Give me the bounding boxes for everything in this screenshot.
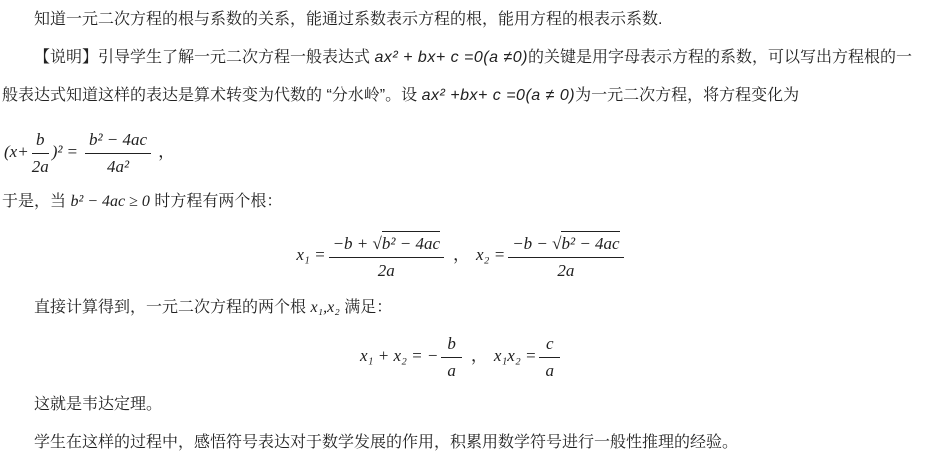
condition-text-1: 于是，当	[2, 193, 71, 211]
numerator	[508, 230, 623, 258]
fraction-root2	[508, 230, 623, 282]
radical-sign: √	[372, 234, 382, 254]
fraction-c-over-a	[539, 332, 560, 382]
paragraph-condition	[2, 183, 921, 221]
equation-completed-square	[2, 128, 921, 178]
equation-vieta-relations	[2, 332, 921, 382]
denominator: 2a	[377, 261, 395, 281]
summary-text: 学生在这样的过程中，感悟符号表达对于数学发展的作用，积累用数学符号进行一般性推理的经验。	[34, 433, 739, 451]
trailing-comma: ，	[158, 142, 176, 161]
fraction-discriminant-over-4a2	[85, 128, 151, 178]
paragraph-objective	[2, 1, 921, 39]
roots-satisfy-text-2: 满足：	[339, 299, 393, 317]
minus-b-minus: −b −	[512, 234, 553, 254]
fraction-b-over-a	[441, 332, 462, 382]
radicand-discriminant: b² − 4ac	[382, 231, 440, 255]
numerator	[329, 230, 444, 258]
numerator: b² − 4ac	[85, 128, 151, 154]
inline-math-general-form-1: ax² + bx+ c =0(a ≠0)	[374, 49, 528, 66]
fraction-b-over-2a	[32, 128, 49, 178]
denominator: 4a²	[106, 157, 130, 177]
objective-text: 知道一元二次方程的根与系数的关系，能通过系数表示方程的根，能用方程的根表示系数.	[34, 11, 663, 28]
fraction-root1	[329, 230, 444, 282]
paragraph-roots-satisfy	[2, 289, 921, 327]
explanation-text-3: 为一元二次方程，将方程变化为	[575, 87, 800, 104]
radicand-discriminant: b² − 4ac	[561, 231, 619, 255]
vieta-name-text: 这就是韦达定理。	[34, 395, 163, 413]
paragraph-vieta-name	[2, 386, 921, 424]
denominator: a	[545, 361, 554, 381]
numerator: b	[441, 332, 462, 358]
minus-b-plus: −b +	[332, 234, 373, 254]
equals-sign: =	[66, 142, 78, 161]
paragraph-explanation	[2, 39, 921, 115]
separator-comma: ，	[453, 245, 470, 265]
root1-lhs: x₁ =	[296, 245, 326, 265]
product-lhs: x₁x₂ =	[493, 346, 537, 366]
root2-lhs: x₂ =	[476, 245, 506, 265]
denominator: 2a	[557, 261, 575, 281]
math-open-paren: (x+	[4, 142, 29, 161]
paragraph-summary	[2, 424, 921, 462]
sum-lhs: x₁ + x₂ = −	[360, 346, 439, 366]
roots-satisfy-text-1: 直接计算得到，一元二次方程的两个根	[34, 299, 311, 317]
denominator: 2a	[31, 157, 49, 177]
explanation-text-2: 的关键是用字母表示方程的系数，可以写出方程根的一般表达式知道这样的表达是算术转变为代数的 “分水岭”。设	[2, 49, 912, 104]
explanation-text-1: 【说明】引导学生了解一元二次方程一般表达式	[34, 49, 375, 66]
inline-math-x1-x2: x₁,x₂	[310, 299, 340, 317]
denominator: a	[447, 361, 456, 381]
inline-math-general-form-2: ax² +bx+ c =0(a ≠ 0)	[421, 87, 576, 104]
numerator: b	[32, 128, 49, 154]
numerator: c	[539, 332, 560, 358]
condition-text-2: 时方程有两个根：	[149, 193, 283, 211]
inline-math-discriminant: b² − 4ac ≥ 0	[70, 193, 150, 211]
equation-quadratic-roots	[2, 230, 921, 282]
separator-comma: ，	[470, 346, 488, 366]
math-close-paren-squared: )²	[51, 142, 63, 161]
radical-sign: √	[552, 234, 562, 254]
